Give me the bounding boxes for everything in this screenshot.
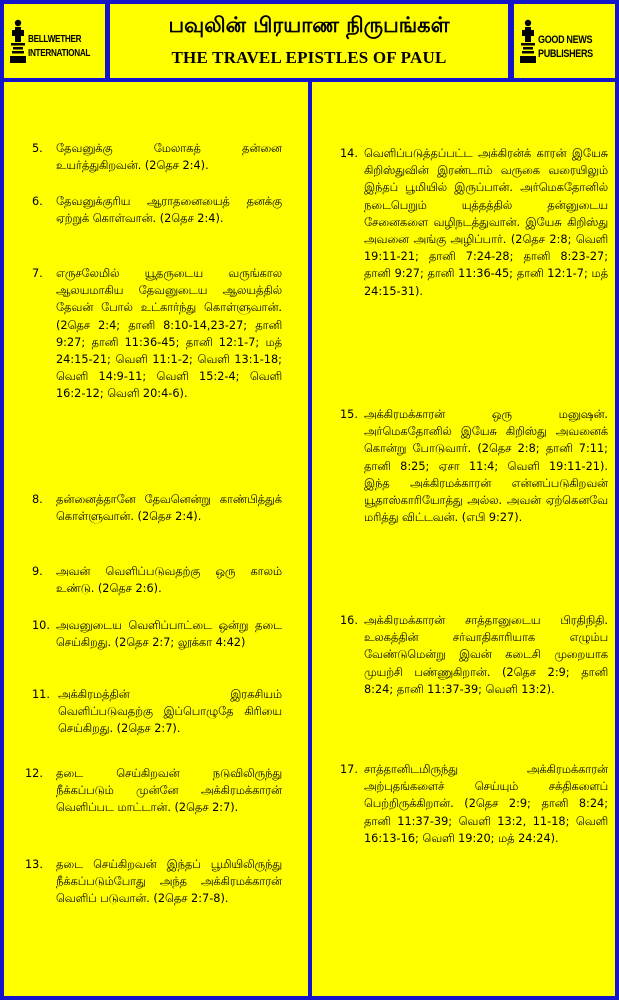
list-item: [340, 406, 608, 526]
item-text: தன்னைத்தானே தேவனென்று காண்பித்துக் கொள்ளுவான். (2தெச 2:4).: [56, 493, 282, 524]
item-text: தேவனுக்குரிய ஆராதனையைத் தனக்கு ஏற்றுக் கொள்வான். (2தெச 2:4).: [56, 195, 282, 226]
item-number: 6.: [32, 195, 43, 208]
logo-bellwether: [4, 4, 105, 78]
item-number: 15.: [340, 408, 358, 421]
list-item: [340, 612, 608, 698]
logo-left-line1: BELLWETHER: [28, 34, 82, 45]
item-number: 13.: [25, 858, 43, 871]
list-item: [32, 686, 282, 738]
left-column: [4, 82, 308, 996]
item-text: அவனுடைய வெளிப்பாட்டை ஒன்று தடை செய்கிறது. (2தெச 2:7; லூக்கா 4:42): [56, 619, 282, 650]
list-item: [340, 761, 608, 847]
list-item: [32, 140, 282, 174]
title-panel: [110, 4, 508, 78]
page-title-tamil: பவுலின் பிரயாண நிருபங்கள்: [168, 13, 450, 37]
item-text: தடை செய்கிறவன் இந்தப் பூமியிலிருந்து நீக்கப்படும்போது அந்த அக்கிரமக்காரன் வெளிப் படுவான். (2தெச 2:7-8).: [56, 858, 282, 906]
item-number: 10.: [32, 619, 50, 632]
item-number: 11.: [32, 688, 50, 701]
item-number: 5.: [32, 142, 43, 155]
list-item: [25, 856, 282, 908]
logo-right-line1: GOOD NEWS: [538, 34, 593, 46]
item-text: தடை செய்கிறவன் நடுவிலிருந்து நீக்கப்படும் முன்னே அக்கிரமக்காரன் வெளிப்பட மாட்டான். (2தெச 2:7).: [56, 767, 282, 815]
list-item: [32, 265, 282, 403]
list-item: [340, 145, 608, 300]
item-number: 9.: [32, 565, 43, 578]
list-item: [32, 563, 282, 597]
item-number: 16.: [340, 614, 358, 627]
right-column: [312, 82, 615, 996]
item-number: 12.: [25, 767, 43, 780]
logo-left-line2: INTERNATIONAL: [28, 48, 91, 59]
figure-with-book-icon: [520, 18, 536, 64]
list-item: [32, 193, 282, 227]
item-number: 7.: [32, 267, 43, 280]
item-text: தேவனுக்கு மேலாகத் தன்னை உயர்த்துகிறவன். (2தெச 2:4).: [56, 142, 282, 173]
item-text: அக்கிரமக்காரன் ஒரு மனுஷன். அர்மெகதோனில் இயேசு கிறிஸ்து அவனைக் கொன்று போடுவார். (2தெச 2:8; தானி 7:11; தானி 8:25; ஏசா 11:4; வெளி 19:11-21). இந்த அக்கிரமக்காரன் என்னப்படுகிறவன் யூதாஸ்காரியோத்து அல்ல. அவன் ஏற்கெனவே மரித்து விட்டவன். (எபி 9:27).: [364, 408, 608, 525]
item-text: அக்கிரமக்காரன் சாத்தானுடைய பிரதிநிதி. உலகத்தின் சர்வாதிகாரியாக எழும்ப வேண்டுமென்று இவன் கடைசி முறையாக முயற்சி பண்ணுகிறான். (2தெச 2:9; தானி 8:24; தானி 11:37-39; வெளி 13:2).: [364, 614, 608, 696]
logo-good-news: [514, 4, 615, 78]
item-text: அக்கிரமத்தின் இரகசியம் வெளிப்படுவதற்கு இப்பொழுதே கிரியை செய்கிறது. (2தெச 2:7).: [58, 688, 282, 736]
item-text: வெளிப்படுத்தப்பட்ட அக்கிரன்க் காரன் இயேசு கிறிஸ்துவின் இரண்டாம் வருகை வரையிலும் இந்தப் பூமியில் இருப்பான். அர்மெகதோனில் நடைபெறும் யுத்தத்தில் தன்னுடைய சேனைகளை வழிநடத்துவான். இயேசு கிறிஸ்து அவனை அங்கு அழிப்பார். (2தெச 2:8; வெளி 19:11-21; தானி 7:24-28; தானி 8:23-27; தானி 9:27; தானி 11:36-45; தானி 12:1-7; மத் 24:15-31).: [364, 147, 608, 298]
logo-right-line2: PUBLISHERS: [538, 48, 593, 60]
item-number: 8.: [32, 493, 43, 506]
item-text: சாத்தானிடமிருந்து அக்கிரமக்காரன் அற்புதங்களைச் செய்யும் சக்திகளைப் பெற்றிருக்கிறான். (2தெச 2:9; தானி 8:24; தானி 11:37-39; வெளி 13:2, 11-18; வெளி 16:13-16; வெளி 19:20; மத் 24:24).: [364, 763, 608, 845]
list-item: [32, 491, 282, 525]
item-number: 14.: [340, 147, 358, 160]
item-text: அவன் வெளிப்படுவதற்கு ஒரு காலம் உண்டு. (2தெச 2:6).: [56, 565, 282, 596]
item-text: எருசலேமில் யூதருடைய வருங்கால ஆலயமாகிய தேவனுடைய ஆலயத்தில் தேவன் போல் உட்கார்ந்து கொள்ளுவான். (2தெச 2:4; தானி 8:10-14,23-27; தானி 9:27; தானி 11:36-45; தானி 12:1-7; மத் 24:15-21; வெளி 11:1-2; வெளி 13:1-18; வெளி 14:9-11; வெளி 15:2-4; வெளி 16:2-12; வெளி 20:4-6).: [56, 267, 282, 401]
page-title-english: THE TRAVEL EPISTLES OF PAUL: [171, 48, 447, 67]
figure-with-book-icon: [10, 18, 26, 64]
item-number: 17.: [340, 763, 358, 776]
list-item: [32, 617, 282, 651]
list-item: [25, 765, 282, 817]
